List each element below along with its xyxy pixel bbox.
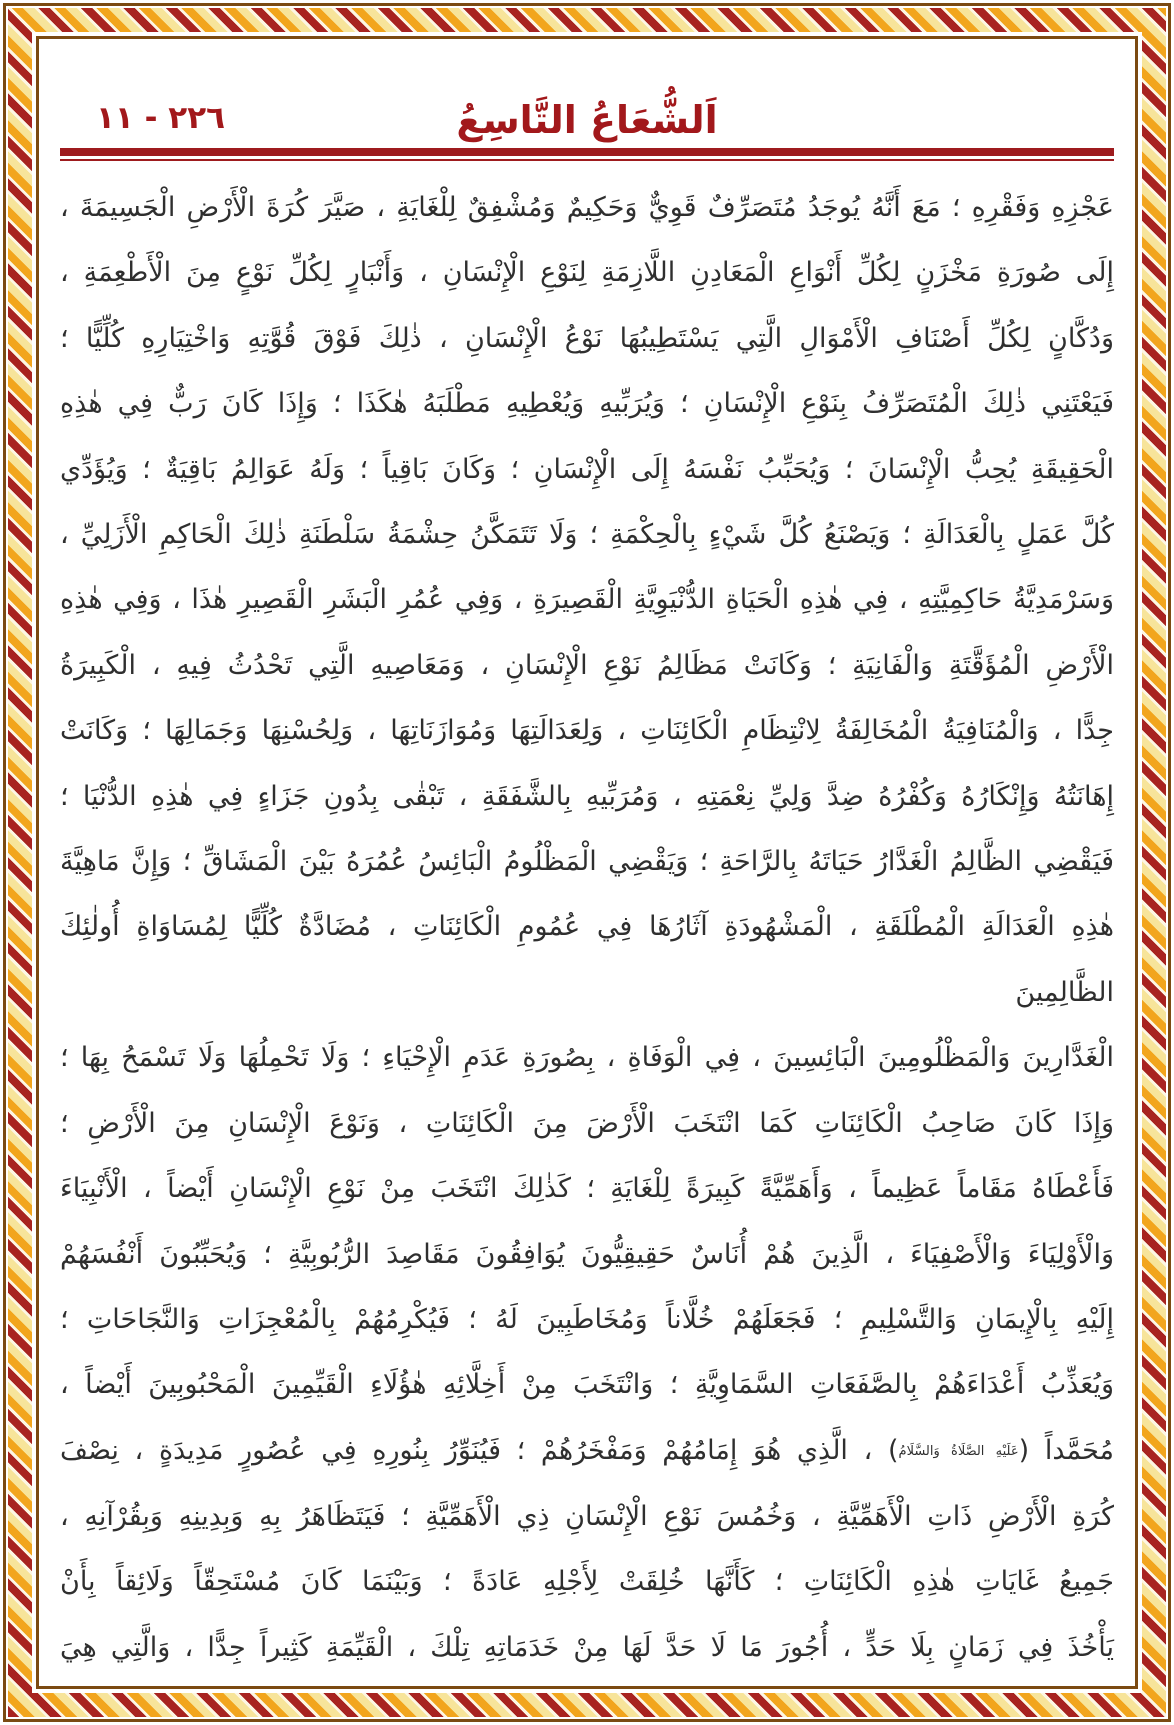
text-line (60, 1091, 1114, 1156)
text-line (60, 1156, 1114, 1221)
text-segment: وَسَرْمَدِيَّةُ حَاكِمِيَّتِهِ ، فِي هٰذِهِ الْحَيَاةِ الدُّنْيَوِيَّةِ الْقَصِيرَةِ ، وَفِي عُمُرِ الْبَشَرِ الْقَصِيرِ هٰذَا ، وَفِي هٰذِهِ (60, 584, 1114, 616)
text-line (60, 764, 1114, 829)
text-segment: إِلَيْهِ بِالْإِيمَانِ وَالتَّسْلِيمِ ؛ فَجَعَلَهُمْ خُلَّاناً وَمُخَاطَبِينَ لَهُ ؛ فَيُكْرِمُهُمْ بِالْمُعْجِزَاتِ وَالنَّجَاحَاتِ ؛ (60, 1303, 1114, 1335)
text-segment: كُرَةِ الْأَرْضِ ذَاتِ الْأَهَمِّيَّةِ ، وَخُمُسَ نَوْعِ الْإِنْسَانِ ذِي الْأَهَمِّيَّةِ ؛ فَيَتَظَاهَرُ بِهِ وَبِدِينِهِ وَبِقُرْآنِهِ ، (60, 1500, 1114, 1532)
text-segment: صَاحِبُ الْكَائِنَاتِ كَمَا انْتَخَبَ الْأَرْضَ مِنَ الْكَائِنَاتِ ، وَنَوْعَ الْإِنْسَانِ مِنَ الْأَرْضِ ؛ (60, 1107, 1015, 1139)
text-segment: الْحَقِيقَةِ يُحِبُّ الْإِنْسَانَ ؛ وَيُحَبِّبُ نَفْسَهُ إِلَى الْإِنْسَانِ ؛ وَكَانَ بَاقِياً ؛ وَلَهُ عَوَالِمُ بَاقِيَةٌ ؛ وَيُؤَدِّي (60, 453, 1114, 485)
text-segment: عَجْزِهِ وَفَقْرِهِ ؛ مَعَ أَنَّهُ يُوجَدُ مُتَصَرِّفٌ قَوِيٌّ وَحَكِيمٌ وَمُشْفِقٌ لِلْغَايَةِ ، صَيَّرَ كُرَةَ الْأَرْضِ الْجَسِيمَةَ ، (60, 192, 1114, 223)
text-segment: فَأَعْطَاهُ مَقَاماً عَظِيماً ، وَأَهَمِّيَّةً كَبِيرَةً لِلْغَايَةِ ؛ (570, 1173, 1114, 1205)
text-line (60, 1025, 1114, 1090)
text-line (60, 1418, 1114, 1484)
text-line (60, 306, 1114, 371)
text-segment: الْأَرْضِ الْمُؤَقَّتَةِ وَالْفَانِيَةِ ؛ وَكَانَتْ مَظَالِمُ نَوْعِ الْإِنْسَانِ ، وَمَعَاصِيهِ الَّتِي تَحْدُثُ فِيهِ ، الْكَبِيرَةُ (60, 649, 1114, 681)
text-line (60, 894, 1114, 1025)
text-segment: فَيَقْضِي الظَّالِمُ الْغَدَّارُ حَيَاتَهُ بِالرَّاحَةِ ؛ وَيَقْضِي الْمَظْلُومُ الْبَائِسُ عُمُرَهُ بَيْنَ الْمَشَاقِّ ؛ وَإِنَّ مَاهِيَّةَ (60, 846, 1114, 878)
salawat-seal: عَلَيْهِ الصَّلَاةُ وَالسَّلَامُ (898, 1443, 1019, 1459)
text-line (60, 240, 1114, 305)
text-segment: يَأْخُذَ فِي زَمَانٍ بِلَا حَدٍّ ، أُجُورَ مَا لَا حَدَّ لَهَا مِنْ خَدَمَاتِهِ تِلْكَ ، الْقَيِّمَةِ كَثِيراً جِدًّا ، وَالَّتِي هِيَ (60, 1631, 1114, 1663)
text-segment: كُلَّ عَمَلٍ بِالْعَدَالَةِ ؛ وَيَصْنَعُ كُلَّ شَيْءٍ بِالْحِكْمَةِ ؛ وَلَا تَتَمَكَّنُ حِشْمَةُ سَلْطَنَةِ ذٰلِكَ الْحَاكِمِ الْأَزَلِيِّ ، (60, 519, 1114, 551)
text-line (60, 437, 1114, 502)
text-segment: إِهَانَتُهُ وَإِنْكَارُهُ وَكُفْرُهُ ضِدَّ وَلِيِّ نِعْمَتِهِ ، وَمُرَبِّيهِ بِالشَّفَقَةِ ، تَبْقٰى بِدُونِ جَزَاءٍ فِي هٰذِهِ الدُّنْيَا ؛ (60, 780, 1114, 812)
text-segment: جَمِيعُ غَايَاتِ هٰذِهِ الْكَائِنَاتِ ؛ كَأَنَّهَا خُلِقَتْ لِأَجْلِهِ عَادَةً ؛ وَبَيْنَمَا كَانَ مُسْتَحِقّاً وَلَائِقاً بِأَنْ (60, 1566, 1114, 1598)
page-number: ٢٢٦ - ١١ (96, 100, 226, 136)
text-segment: وَالْأَوْلِيَاءَ وَالْأَصْفِيَاءَ ، الَّذِينَ هُمْ أُنَاسٌ حَقِيقِيُّونَ يُوَافِقُونَ مَقَاصِدَ الرُّبُوبِيَّةِ ؛ وَيُحَبِّبُونَ أَنْفُسَهُمْ (60, 1238, 1114, 1270)
text-segment: الْغَدَّارِينَ وَالْمَظْلُومِينَ الْبَائِسِينَ ، فِي الْوَفَاةِ ، بِصُورَةِ عَدَمِ الْإِحْيَاءِ ؛ وَلَا تَحْمِلُهَا وَلَا تَسْمَحُ بِهَا ؛ (60, 1042, 1114, 1074)
text-line (60, 567, 1114, 632)
text-line (60, 633, 1114, 698)
page-header (60, 42, 1114, 144)
text-segment: إِلَى صُورَةِ مَخْزَنٍ لِكُلِّ أَنْوَاعِ الْمَعَادِنِ اللَّازِمَةِ لِنَوْعِ الْإِنْسَانِ ، وَأَنْبَارٍ لِكُلِّ نَوْعٍ مِنَ الْأَطْعِمَةِ ، (60, 257, 1114, 289)
text-line (60, 1615, 1114, 1680)
text-segment: مُحَمَّداً ( (1018, 1434, 1114, 1466)
text-line (60, 1352, 1114, 1417)
text-line (60, 1549, 1114, 1614)
text-segment: رَبٌّ فِي هٰذِهِ (60, 388, 222, 420)
text-segment: وَإِذَا كَانَ (221, 388, 318, 420)
text-line (60, 175, 1114, 240)
text-line (60, 1287, 1114, 1352)
text-segment: وَدُكَّانٍ لِكُلِّ أَصْنَافِ الْأَمْوَالِ الَّتِي يَسْتَطِيبُهَا نَوْعُ الْإِنْسَانِ ، ذٰلِكَ فَوْقَ قُوَّتِهِ وَاخْتِيَارِهِ كُلِّيًّا ؛ (60, 322, 1114, 354)
text-line (60, 371, 1114, 436)
page-title: اَلشُّعَاعُ التَّاسِعُ (456, 98, 718, 142)
text-line (60, 1222, 1114, 1287)
text-segment: جِدًّا ، وَالْمُنَافِيَةُ الْمُخَالِفَةُ لِانْتِظَامِ الْكَائِنَاتِ ، وَلِعَدَالَتِهَا وَمُوَازَنَاتِهَا ، وَلِحُسْنِهَا وَجَمَالِهَا ؛ وَكَانَتْ (60, 715, 1114, 747)
text-segment: كَذٰلِكَ انْتَخَبَ مِنْ نَوْعِ الْإِنْسَانِ أَيْضاً ، الْأَنْبِيَاءَ (60, 1173, 571, 1205)
text-line (60, 829, 1114, 894)
page-content (60, 42, 1114, 1683)
body-text (60, 175, 1114, 1680)
text-segment: هٰذِهِ الْعَدَالَةِ الْمُطْلَقَةِ ، الْمَشْهُودَةِ آثَارُهَا فِي عُمُومِ الْكَائِنَاتِ ، مُضَادَّةٌ كُلِّيًّا لِمُسَاوَاةِ أُولٰئِكَ الظَّالِمِينَ (60, 911, 1114, 1008)
header-rule-thin (60, 159, 1114, 161)
text-line (60, 502, 1114, 567)
text-line (60, 698, 1114, 763)
text-segment: وَإِذَا كَانَ (1014, 1107, 1114, 1139)
text-segment: ) ، الَّذِي هُوَ إِمَامُهُمْ وَمَفْخَرُهُمْ ؛ فَيُنَوِّرُ بِنُورِهِ فِي عُصُورٍ مَدِيدَةٍ ، نِصْفَ (60, 1434, 899, 1466)
text-line (60, 1484, 1114, 1549)
header-rule-thick (60, 148, 1114, 156)
text-segment: فَيَعْتَنِي ذٰلِكَ الْمُتَصَرِّفُ بِنَوْعِ الْإِنْسَانِ ؛ وَيُرَبِّيهِ وَيُعْطِيهِ مَطْلَبَهُ هٰكَذَا ؛ (317, 388, 1115, 420)
text-segment: وَيُعَذِّبُ أَعْدَاءَهُمْ بِالصَّفَعَاتِ السَّمَاوِيَّةِ ؛ وَانْتَخَبَ مِنْ أَخِلَّائِهِ هٰؤُلَاءِ الْقَيِّمِينَ الْمَحْبُوبِينَ أَيْضاً ، (60, 1369, 1114, 1401)
